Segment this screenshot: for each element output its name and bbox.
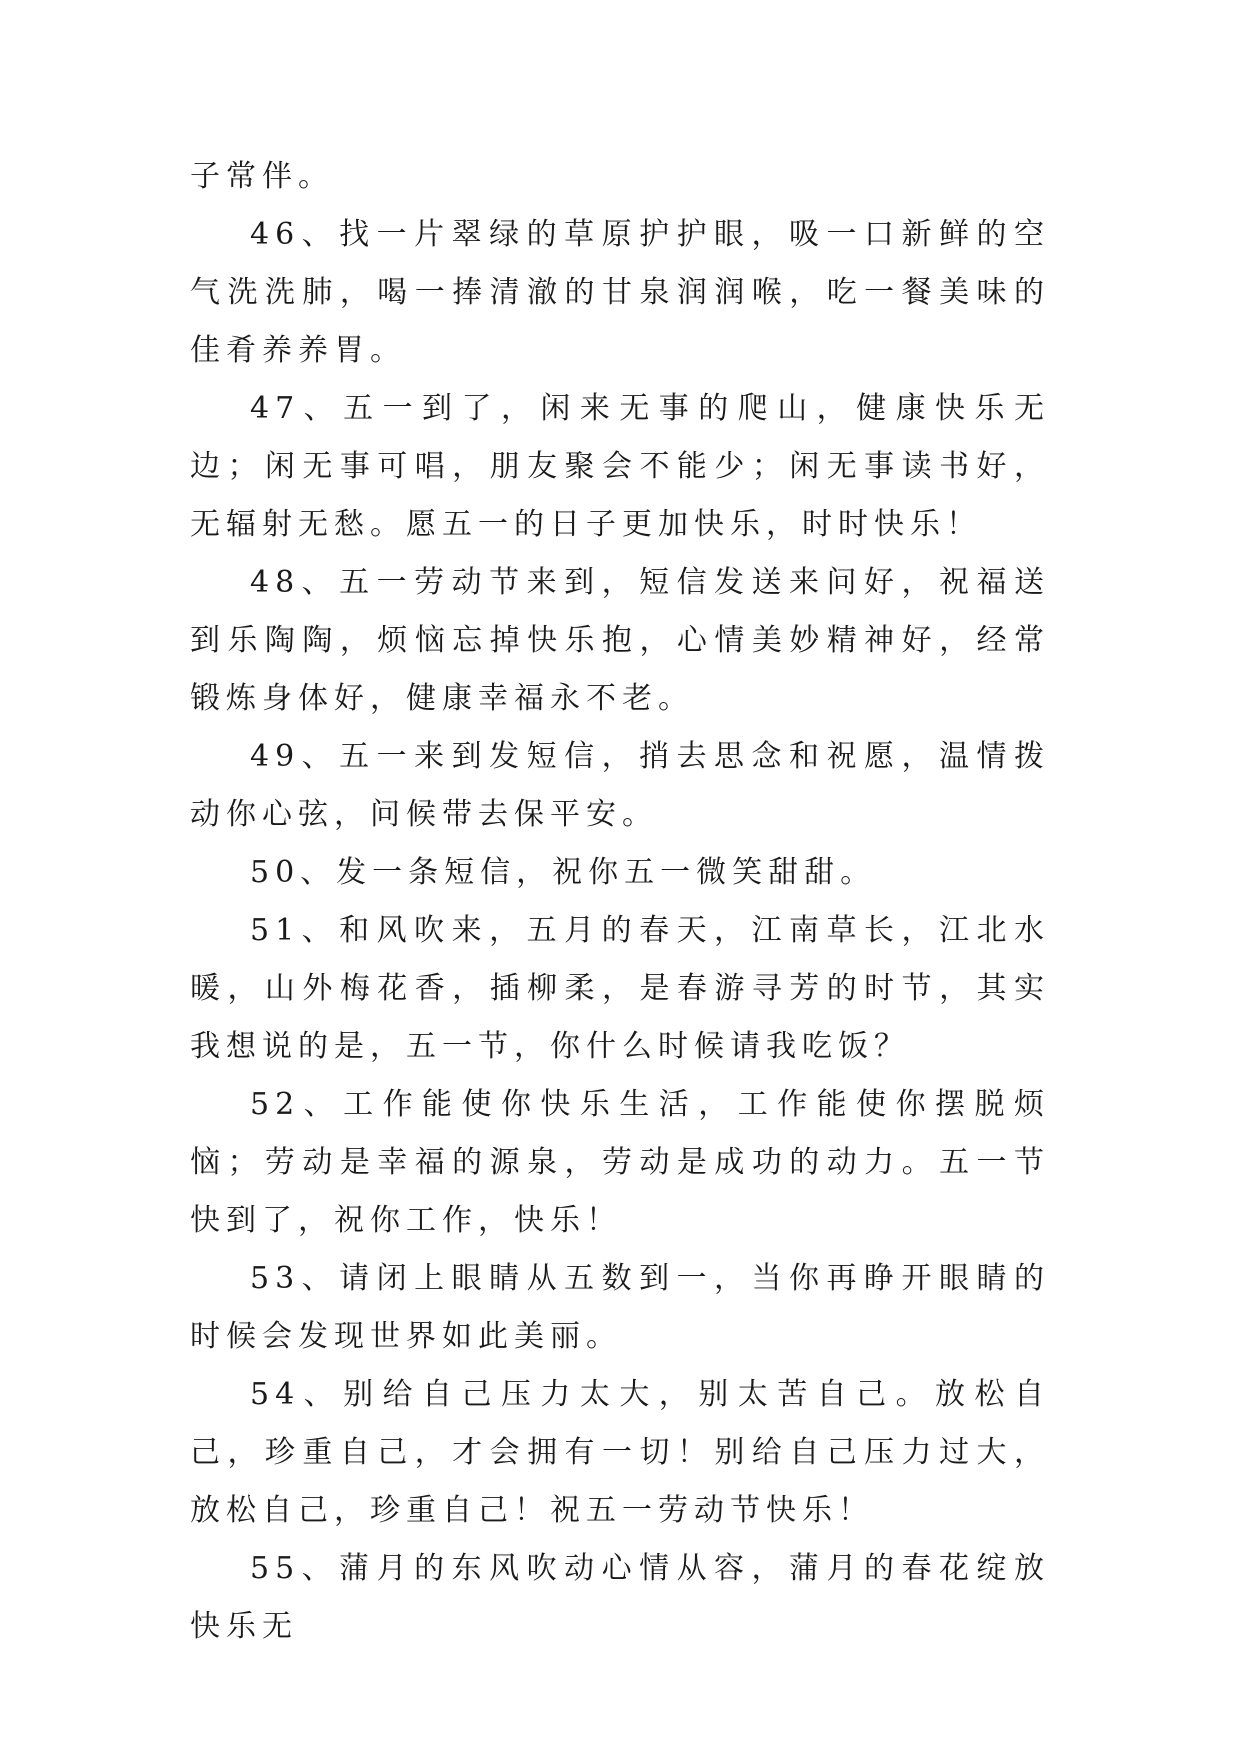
paragraph-53: 53、请闭上眼睛从五数到一，当你再睁开眼睛的时候会发现世界如此美丽。 <box>190 1261 1050 1354</box>
paragraph-55: 55、蒲月的东风吹动心情从容，蒲月的春花绽放快乐无 <box>190 1551 1050 1644</box>
paragraph-continuation: 子常伴。 <box>190 159 334 194</box>
paragraph-50: 50、发一条短信，祝你五一微笑甜甜。 <box>250 855 877 890</box>
document-body <box>190 148 1050 1656</box>
paragraph-52: 52、工作能使你快乐生活，工作能使你摆脱烦恼；劳动是幸福的源泉，劳动是成功的动力。五一节快到了，祝你工作，快乐！ <box>190 1087 1050 1238</box>
paragraph-49: 49、五一来到发短信，捎去思念和祝愿，温情拨动你心弦，问候带去保平安。 <box>190 739 1050 832</box>
paragraph-54: 54、别给自己压力太大，别太苦自己。放松自己，珍重自己，才会拥有一切！别给自己压力过大，放松自己，珍重自己！祝五一劳动节快乐！ <box>190 1377 1050 1528</box>
paragraph-48: 48、五一劳动节来到，短信发送来问好，祝福送到乐陶陶，烦恼忘掉快乐抱，心情美妙精神好，经常锻炼身体好，健康幸福永不老。 <box>190 565 1050 716</box>
paragraph-51: 51、和风吹来，五月的春天，江南草长，江北水暖，山外梅花香，插柳柔，是春游寻芳的时节，其实我想说的是，五一节，你什么时候请我吃饭？ <box>190 913 1050 1064</box>
paragraph-46: 46、找一片翠绿的草原护护眼，吸一口新鲜的空气洗洗肺，喝一捧清澈的甘泉润润喉，吃一餐美味的佳肴养养胃。 <box>190 217 1050 368</box>
paragraph-47: 47、五一到了，闲来无事的爬山，健康快乐无边；闲无事可唱，朋友聚会不能少；闲无事读书好，无辐射无愁。愿五一的日子更加快乐，时时快乐！ <box>190 391 1050 542</box>
